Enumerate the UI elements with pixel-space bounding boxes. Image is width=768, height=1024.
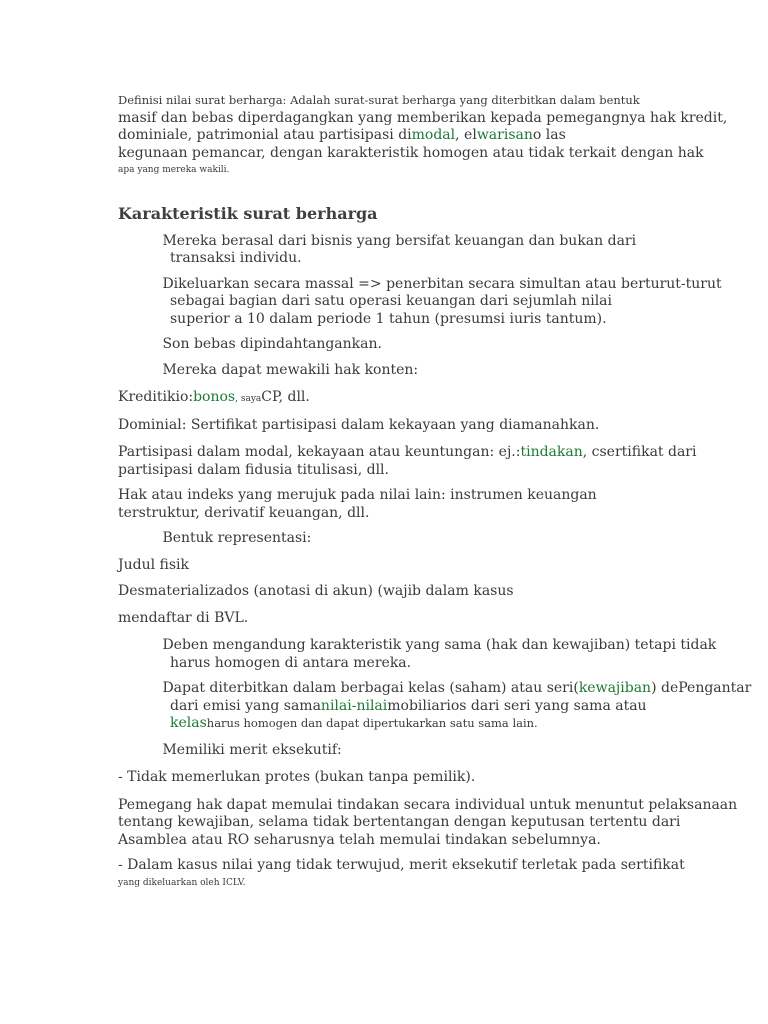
bullet-item [148, 637, 728, 672]
bullet-text: harus homogen di antara mereka. [170, 654, 412, 671]
text-span: , csertifikat dari [582, 444, 697, 460]
partisipasi-line: partisipasi dalam fidusia titulisasi, dll. [118, 461, 389, 478]
section-heading: Karakteristik surat berharga [118, 203, 378, 223]
bullet-item [148, 233, 728, 268]
document-body [118, 92, 752, 900]
hak-line: Hak atau indeks yang merujuk pada nilai lain: instrumen keuangan [118, 487, 597, 503]
bullet-text: transaksi individu. [170, 250, 302, 266]
bullet-text: Son bebas dipindahtangankan. [162, 336, 382, 352]
text-span: Dapat diterbitkan dalam berbagai kelas (saham) atau seri( [162, 680, 579, 696]
bullet-item [148, 362, 728, 380]
desmat-line: Desmaterializados (anotasi di akun) (wajib dalam kasus [118, 583, 514, 599]
mendaftar-line: mendaftar di BVL. [118, 609, 249, 626]
judul-line: Judul fisik [118, 556, 190, 573]
intro-line: Definisi nilai surat berharga: Adalah surat-surat berharga yang diterbitkan dalam bentuk [118, 93, 640, 107]
intro-line: masif dan bebas diperdagangkan yang memberikan kepada pemegangnya hak kredit, [118, 109, 728, 126]
dalam-line: yang dikeluarkan oleh ICLV. [118, 877, 246, 888]
pemegang-line: Asamblea atau RO seharusnya telah memulai tindakan sebelumnya. [118, 831, 601, 848]
bullet-item [148, 336, 728, 354]
bullet-item [148, 742, 728, 760]
bullet-text: sebagai bagian dari satu operasi keuangan dari sejumlah nilai [170, 293, 612, 309]
intro-line: kegunaan pemancar, dengan karakteristik homogen atau tidak terkait dengan hak [118, 144, 704, 161]
link-tindakan[interactable]: tindakan [520, 444, 583, 460]
bullet-text: Bentuk representasi: [162, 530, 312, 546]
bullet-item [148, 530, 728, 548]
text-span: dominiale, patrimonial atau partisipasi di [118, 127, 412, 143]
text-span: , el [455, 127, 477, 143]
text-span: mobiliarios dari seri yang sama atau [387, 697, 647, 714]
bullet-text: Mereka dapat mewakili hak konten: [162, 361, 419, 378]
pemegang-line: tentang kewajiban, selama tidak bertentangan dengan keputusan tertentu dari [118, 814, 681, 830]
dalam-line: - Dalam kasus nilai yang tidak terwujud, merit eksekutif terletak pada sertifikat [118, 857, 685, 873]
hak-line: terstruktur, derivatif keuangan, dll. [118, 504, 370, 521]
intro-line: apa yang mereka wakili. [118, 165, 230, 175]
link-bonos[interactable]: bonos [193, 389, 236, 405]
bullet-item [148, 276, 728, 329]
tidak-line: - Tidak memerlukan protes (bukan tanpa pemilik). [118, 769, 476, 785]
text-span: CP, dll. [261, 389, 310, 405]
link-nilai-nilai[interactable]: nilai-nilai [320, 697, 388, 714]
text-span: harus homogen dan dapat dipertukarkan satu sama lain. [206, 716, 538, 730]
partisipasi-paragraph [118, 444, 728, 479]
bullet-text: Memiliki merit eksekutif: [162, 741, 342, 758]
kreditikio-line [118, 389, 728, 409]
link-modal[interactable]: modal [411, 127, 456, 143]
text-span: Kreditikio: [118, 389, 194, 405]
text-span: Partisipasi dalam modal, kekayaan atau keuntungan: ej.: [118, 444, 521, 460]
intro-line [118, 127, 728, 145]
bullet-text: Deben mengandung karakteristik yang sama (hak dan kewajiban) tetapi tidak [162, 637, 717, 653]
link-warisan[interactable]: warisan [476, 127, 533, 143]
dalam-paragraph [118, 857, 728, 892]
bullet-text: Mereka berasal dari bisnis yang bersifat keuangan dan bukan dari [162, 232, 637, 249]
dominial-line: Dominial: Sertifikat partisipasi dalam kekayaan yang diamanahkan. [118, 416, 600, 433]
hak-paragraph [118, 487, 728, 522]
text-span: o las [532, 127, 566, 143]
bullet-text: superior a 10 dalam periode 1 tahun (presumsi iuris tantum). [170, 310, 607, 327]
link-kewajiban[interactable]: kewajiban [578, 680, 652, 696]
text-span: ) dePengantar [651, 680, 752, 696]
text-span: dari emisi yang sama [170, 697, 321, 714]
link-kelas[interactable]: kelas [170, 715, 207, 731]
bullet-item [148, 680, 752, 733]
bullet-text: Dikeluarkan secara massal => penerbitan secara simultan atau berturut-turut [162, 275, 722, 292]
pemegang-line: Pemegang hak dapat memulai tindakan secara individual untuk menuntut pelaksanaan [118, 796, 738, 813]
pemegang-paragraph [118, 796, 738, 850]
text-span: , saya [235, 394, 262, 404]
intro-paragraph [118, 92, 728, 180]
